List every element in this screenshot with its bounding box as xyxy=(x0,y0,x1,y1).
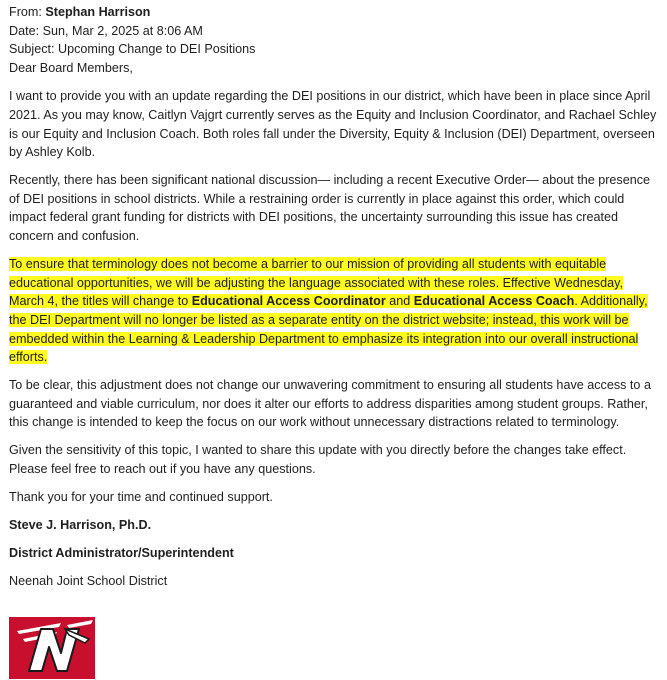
paragraph-1: I want to provide you with an update regarding the DEI positions in our district, which have been in place since April 2021. As you may know, Caitlyn Vajgrt currently serves as the Equity and Inclusion Coordinator, and Rachael Schley is our Equity and Inclusion Coach. Both roles fall under the Diversity, Equity & Inclusion (DEI) Department, overseen by Ashley Kolb. xyxy=(9,89,657,160)
highlight-text-2: . Additionally, the DEI Department will no longer be listed as a separate entity on the district website; instead, this work will be embedded within the Learning & Leadership Department to emphasize its integration into our overall instructional efforts. xyxy=(9,294,648,365)
highlight-text-and: and xyxy=(385,294,414,309)
paragraph-2: Recently, there has been significant national discussion— including a recent Executive Order— about the presence of DEI positions in school districts. While a restraining order is currently in place against this order, which could impact federal grant funding for districts with DEI positions, the uncertainty surrounding this issue has created concern and confusion. xyxy=(9,173,651,244)
signature-name: Steve J. Harrison, Ph.D. xyxy=(9,518,152,533)
subject-value: Upcoming Change to DEI Positions xyxy=(58,42,256,57)
date-label: Date: xyxy=(9,23,40,38)
from-label: From: xyxy=(9,5,42,19)
signature-org: Neenah Joint School District xyxy=(9,574,168,589)
paragraph-3-highlighted xyxy=(9,255,658,367)
paragraph-4: To be clear, this adjustment does not change our unwavering commitment to ensuring all students have access to a guaranteed and viable curriculum, nor does it alter our efforts to address disparities among student groups. Rather, this change is intended to keep the focus on our work without unnecessary distractions related to terminology. xyxy=(9,378,651,430)
date-value: Sun, Mar 2, 2025 at 8:06 AM xyxy=(42,23,203,38)
new-title-coach: Educational Access Coach xyxy=(413,294,575,309)
paragraph-6: Thank you for your time and continued support. xyxy=(9,490,273,505)
highlight-text-1: To ensure that terminology does not become a barrier to our mission of providing all students with equitable educational opportunities, we will be adjusting the language associated with these roles. Effective Wednesday, March 4, the titles will change to xyxy=(9,257,623,309)
subject-line xyxy=(9,40,658,59)
logo-graphic xyxy=(9,617,95,679)
paragraph-5: Given the sensitivity of this topic, I wanted to share this update with you directly before the changes take effect. Please feel free to reach out if you have any questions. xyxy=(9,443,627,477)
from-name[interactable]: Stephan Harrison xyxy=(45,5,151,19)
date-line xyxy=(9,22,658,41)
subject-label: Subject: xyxy=(9,42,55,57)
neenah-n-logo-icon xyxy=(9,617,95,679)
signature-title: District Administrator/Superintendent xyxy=(9,546,234,561)
salutation: Dear Board Members, xyxy=(9,60,133,75)
from-line xyxy=(9,3,658,22)
new-title-coordinator: Educational Access Coordinator xyxy=(191,294,386,309)
